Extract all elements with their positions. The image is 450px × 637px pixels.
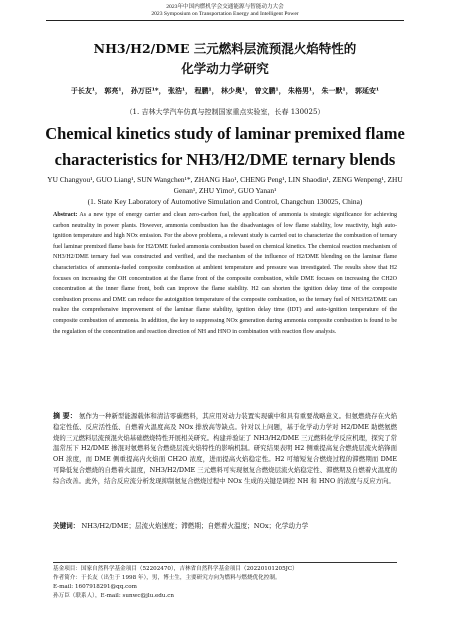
- chinese-abstract: [53, 411, 397, 487]
- chinese-abstract-label: 摘 要：: [53, 411, 77, 420]
- footnote-funding: 基金项目：国家自然科学基金项目（52202470），吉林省自然科学基金项目（20220101205JC）: [53, 566, 298, 572]
- abstract-label: Abstract:: [53, 212, 78, 218]
- chinese-title-line-2: 化学动力学研究: [181, 61, 269, 76]
- header-rule: [46, 20, 404, 21]
- footnote-contact: 孙万臣（联系人），E-mail: sunwc@jlu.edu.cn: [53, 593, 175, 599]
- conference-header-cn: 2023年中国内燃机学会交通能源与智能动力大会: [166, 4, 284, 10]
- footnote-email: E-mail: 1607918291@qq.com: [53, 584, 137, 590]
- keywords-text: NH3/H2/DME；层流火焰速度；滞燃期；自燃着火温度；NOx；化学动力学: [81, 522, 309, 530]
- footnote-author-bio: 作者简介：于长友（出生于 1998 年），男，博士生，主要研究方向为燃料与燃烧优化控制。: [53, 575, 281, 581]
- keywords-label: 关键词：: [53, 522, 80, 530]
- footnote-rule: [53, 562, 397, 563]
- chinese-authors: 于长友¹， 郭亮¹， 孙万臣¹*， 张浩¹， 程鹏¹， 林少奥¹， 曾文鹏¹， 朱格男¹， 朱一默¹， 郭延安¹: [70, 86, 380, 95]
- chinese-affiliation: （1. 吉林大学汽车仿真与控制国家重点实验室，长春 130025）: [125, 108, 325, 116]
- english-affiliation: (1. State Key Laboratory of Automotive Simulation and Control, Changchun 130025, China): [87, 197, 363, 206]
- abstract-text: As a new type of energy carrier and clean zero-carbon fuel, the application of ammonia is strategic significance for achieving carbon neutrality in power plants. However, ammonia combustion has the disadvantages of low flame stability, low reactivity, high auto-ignition temperature and high NOx emission. For the above problems, a relevant study is carried out to characterize the combustion of ternary fuel laminar premixed flame basis for H2/DME fueled ammonia combustion based on chemical kinetics. The chemical reaction mechanism of NH3/H2/DME ternary fuel was constructed and verified, and the mechanism of the influence of H2/DME blending on the laminar flame characteristics of ammonia-fueled composite combustion at ambient temperature and pressure was investigated. The results show that H2 focuses on increasing the OH concentration at the flame front of the composite combustion, while DME focuses on increasing the CH2O concentration at the inner flame front, both can improve the flame stability. H2 can shorten the ignition delay time of the composite combustion process and DME can reduce the autoignition temperature of the composite combustion, so the ternary fuel of NH3/H2/DME can realize the comprehensive improvement of the laminar flame stability, ignition delay time (IDT) and auto-ignition temperature of the composite combustion of ammonia. In addition, the key to suppressing NOx generation during ammonia composite combustion is found to be the regulation of the concentration and reaction direction of NH and HNO in combination with reaction flow analysis.: [53, 212, 397, 335]
- chinese-title-line-1: NH3/H2/DME 三元燃料层流预混火焰特性的: [93, 41, 357, 56]
- english-authors: YU Changyou¹, GUO Liang¹, SUN Wangchen¹*, ZHANG Hao¹, CHENG Peng¹, LIN Shaodin¹, ZENG Wenpeng¹, ZHU Genan¹, ZHU Yimo¹, GUO Yanan¹: [47, 175, 403, 195]
- conference-header-en: 2023 Symposium on Transportation Energy and Intelligent Power: [151, 11, 299, 17]
- english-title-line-1: Chemical kinetics study of laminar premixed flame: [45, 124, 405, 143]
- english-title-line-2: characteristics for NH3/H2/DME ternary blends: [54, 150, 396, 169]
- keywords: [53, 521, 397, 531]
- english-abstract: [53, 210, 397, 337]
- chinese-abstract-text: 氨作为一种新型能源载体和清洁零碳燃料，其应用对动力装置实现碳中和具有重要战略意义。但氨燃烧存在火焰稳定性低、反应活性低、自燃着火温度高及 NOx 排放高等缺点。针对以上问题，基于化学动力学对 H2/DME 助燃氨燃烧的三元燃料层流预混火焰基础燃烧特性开展相关研究。构建并验证了 NH3/H2/DME 三元燃料化学反应机理，探究了常温常压下 H2/DME 掺混对氨燃料复合燃烧层流火焰特性的影响机制。研究结果表明 H2 侧重提高复合燃烧层流火焰锋面 OH 浓度，而 DME 侧重提高内火焰面 CH2O 浓度，进而提高火焰稳定性。H2 可缩短复合燃烧过程的滞燃期而 DME 可降低复合燃烧的自燃着火温度，NH3/H2/DME 三元燃料可实现氨复合燃烧层流火焰稳定性、滞燃期及自燃着火温度的综合改善。此外，结合反应流分析发现抑制氨复合燃烧过程中 NOx 生成的关键是调控 NH 和 HNO 的浓度与反应方向。: [53, 412, 397, 485]
